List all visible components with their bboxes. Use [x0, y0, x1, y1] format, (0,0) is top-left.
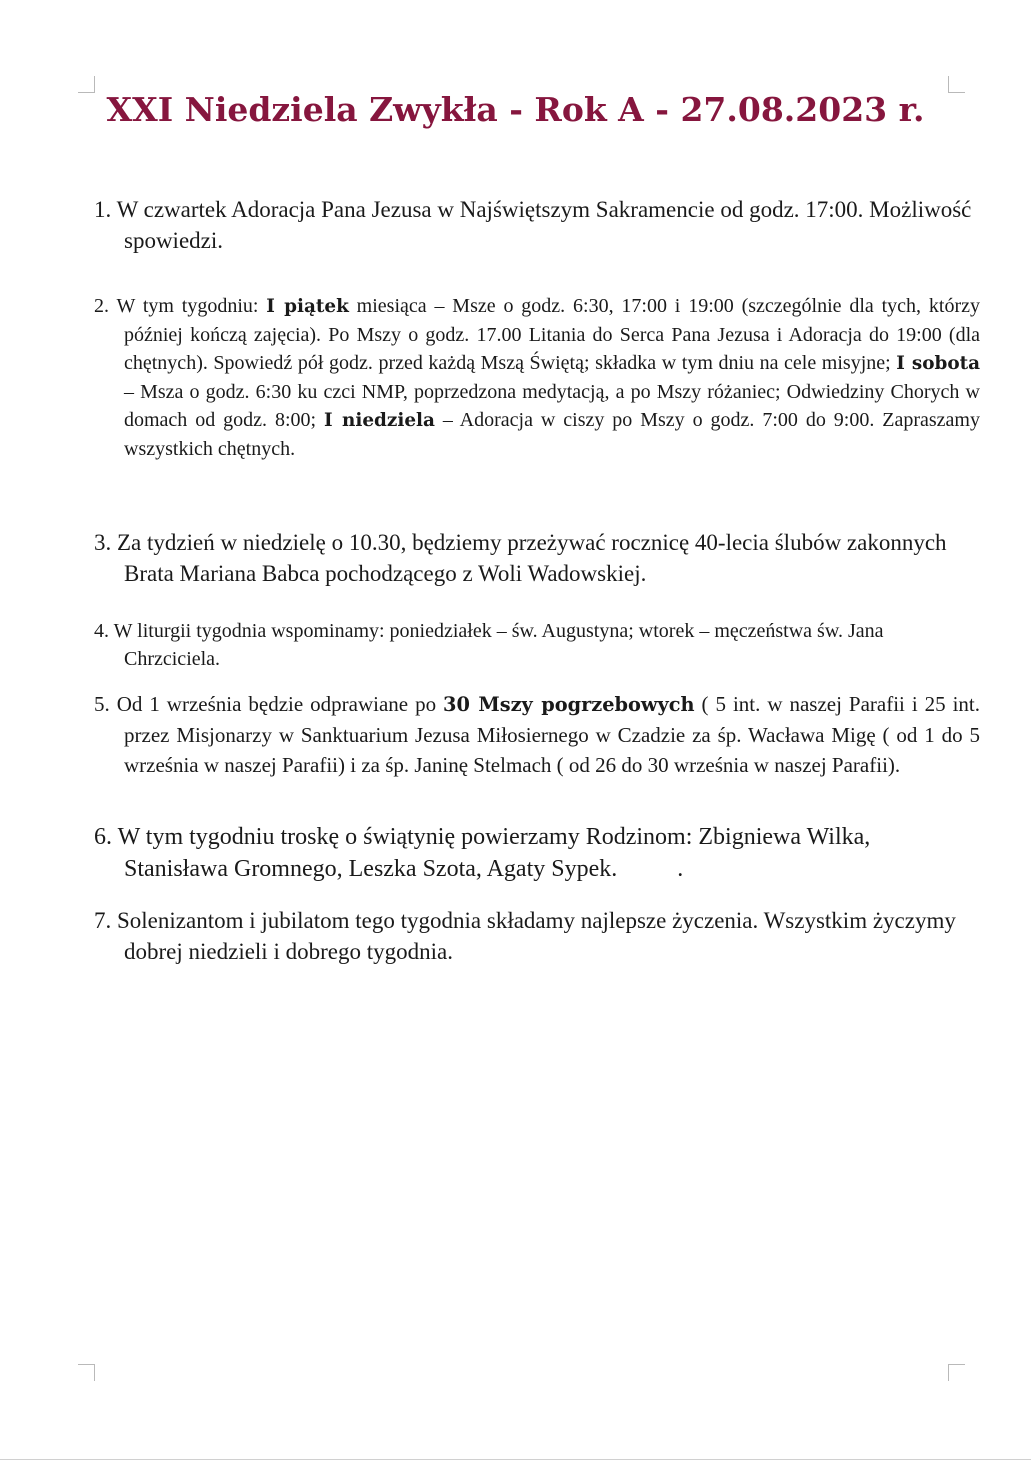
- item-text-part: – Msza o godz. 6:30 ku czci NMP, poprzedzona medytacją, a po Mszy różaniec; Odwiedziny Chorych w domach od godz. 8:00;: [124, 381, 980, 431]
- page-bottom-edge: [0, 1459, 1031, 1460]
- item-number: 6.: [94, 824, 112, 850]
- announcement-6: [94, 821, 980, 885]
- item-text-part: – Adoracja w ciszy po Mszy o godz. 7:00 do 9:00. Zapraszamy wszystkich chętnych.: [124, 409, 980, 460]
- announcement-3: [94, 527, 980, 589]
- item-number: 1.: [94, 197, 112, 222]
- item-text: W tym tygodniu troskę o świątynię powierzamy Rodzinom: Zbigniewa Wilka, Stanisława Gromnego, Leszka Szota, Agaty Sypek. .: [117, 824, 883, 882]
- funeral-masses-label: 30 Mszy pogrzebowych: [443, 693, 695, 716]
- item-text-part: miesiąca – Msze o godz. 6:30, 17:00 i 19:00 (szczególnie dla tych, którzy później kończą zajęcia). Po Mszy o godz. 17.00 Litania do Serca Pana Jezusa i Adoracja do 19:00 (dla chętnych). Spowiedź pół godz. przed każdą Mszą Świętą; składka w tym dniu na cele misyjne;: [124, 295, 980, 374]
- item-text-part: Od 1 września będzie odprawiane po: [116, 692, 444, 716]
- item-number: 7.: [94, 908, 112, 933]
- announcement-7: [94, 905, 980, 967]
- item-text: Za tydzień w niedzielę o 10.30, będziemy przeżywać rocznicę 40-lecia ślubów zakonnych Brata Mariana Babca pochodzącego z Woli Wadowskiej.: [117, 530, 947, 586]
- item-text-part: ( 5 int. w naszej Parafii i 25 int. przez Misjonarzy w Sanktuarium Jezusa Miłosiernego w Czadzie za śp. Wacława Migę ( od 1 do 5 września w naszej Parafii) i za śp. Janinę Stelmach ( od 26 do 30 września w naszej Parafii).: [124, 692, 981, 777]
- first-saturday-label: I sobota: [896, 353, 980, 374]
- item-number: 4.: [94, 620, 109, 642]
- announcement-1: [94, 194, 980, 256]
- crop-mark-bottom-left: [78, 1364, 95, 1381]
- first-sunday-label: I niedziela: [324, 410, 435, 431]
- announcement-2: [94, 292, 980, 463]
- item-text: W liturgii tygodnia wspominamy: poniedziałek – św. Augustyna; wtorek – męczeństwa św. Jana Chrzciciela.: [113, 620, 884, 670]
- first-friday-label: I piątek: [266, 296, 349, 317]
- item-number: 5.: [94, 692, 110, 716]
- item-number: 2.: [94, 295, 109, 317]
- item-text-part: W tym tygodniu:: [116, 295, 267, 317]
- announcement-5: [94, 689, 980, 780]
- item-text: Solenizantom i jubilatom tego tygodnia składamy najlepsze życzenia. Wszystkim życzymy dobrej niedzieli i dobrego tygodnia.: [117, 908, 956, 964]
- crop-mark-bottom-right: [948, 1364, 965, 1381]
- announcement-4: [94, 617, 980, 673]
- page-title: XXI Niedziela Zwykła - Rok A - 27.08.2023 r.: [106, 90, 925, 129]
- item-text: W czwartek Adoracja Pana Jezusa w Najświętszym Sakramencie od godz. 17:00. Możliwość spowiedzi.: [116, 197, 972, 253]
- item-number: 3.: [94, 530, 112, 555]
